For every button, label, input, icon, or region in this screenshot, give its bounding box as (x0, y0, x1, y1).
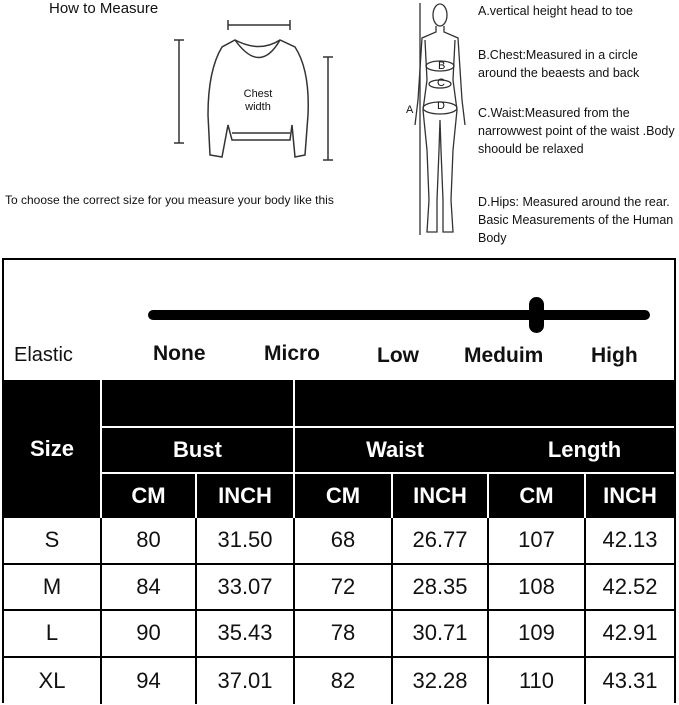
measurement-cell: 109 (489, 611, 586, 658)
label-b: B (438, 60, 446, 72)
elastic-marker (529, 297, 544, 333)
measurement-cell: 90 (102, 611, 197, 658)
chest-width-label: Chest width (243, 88, 273, 113)
measurement-cell: 43.31 (586, 658, 674, 705)
measurement-cell: 42.13 (586, 518, 674, 565)
unit-header: CM (295, 474, 391, 518)
elastic-level-meduim: Meduim (464, 344, 544, 367)
measurement-cell: 80 (102, 518, 197, 565)
measurement-cell: 33.07 (197, 565, 295, 612)
elastic-level-low: Low (377, 344, 419, 367)
elastic-level-none: None (153, 342, 206, 365)
size-table (2, 258, 676, 703)
size-cell: L (4, 611, 102, 658)
measurement-cell: 26.77 (393, 518, 489, 565)
measurement-cell: 35.43 (197, 611, 295, 658)
elastic-level-micro: Micro (264, 342, 321, 365)
elastic-row (4, 260, 674, 380)
measurement-cell: 82 (295, 658, 393, 705)
elastic-label: Elastic (14, 344, 73, 366)
unit-header: INCH (197, 474, 293, 518)
measurement-cell: 42.91 (586, 611, 674, 658)
unit-header: CM (102, 474, 195, 518)
instruction-d: D.Hips: Measured around the rear. Basic Measurements of the Human Body (478, 195, 674, 245)
elastic-scale-bar (148, 310, 650, 320)
page-title: How to Measure (49, 0, 159, 17)
body-figure (405, 0, 475, 240)
size-cell: M (4, 565, 102, 612)
measurement-cell: 108 (489, 565, 586, 612)
size-header: Size (4, 380, 100, 518)
unit-header: INCH (586, 474, 674, 518)
bust-header: Bust (102, 428, 293, 472)
measurement-cell: 31.50 (197, 518, 295, 565)
measurement-cell: 30.71 (393, 611, 489, 658)
unit-header: INCH (393, 474, 487, 518)
instruction-a: A.vertical height head to toe (478, 4, 633, 18)
measurement-cell: 68 (295, 518, 393, 565)
label-d: D (437, 100, 445, 112)
label-a: A (406, 104, 414, 116)
measurement-cell: 28.35 (393, 565, 489, 612)
length-header: Length (495, 428, 674, 472)
waist-header: Waist (295, 428, 495, 472)
measurement-cell: 37.01 (197, 658, 295, 705)
measurement-cell: 110 (489, 658, 586, 705)
unit-header: CM (489, 474, 584, 518)
measurement-cell: 94 (102, 658, 197, 705)
measurement-cell: 32.28 (393, 658, 489, 705)
measurement-cell: 42.52 (586, 565, 674, 612)
measurement-cell: 78 (295, 611, 393, 658)
instruction-b: B.Chest:Measured in a circle around the beaests and back (478, 48, 640, 80)
instruction-c: C.Waist:Measured from the narrowwest point of the waist .Body shoould be relaxed (478, 106, 675, 156)
size-cell: XL (4, 658, 102, 705)
measurement-cell: 84 (102, 565, 197, 612)
elastic-level-high: High (591, 344, 638, 367)
measurement-cell: 107 (489, 518, 586, 565)
label-c: C (437, 77, 445, 89)
measure-note: To choose the correct size for you measure your body like this (5, 193, 334, 207)
measurement-cell: 72 (295, 565, 393, 612)
size-cell: S (4, 518, 102, 565)
